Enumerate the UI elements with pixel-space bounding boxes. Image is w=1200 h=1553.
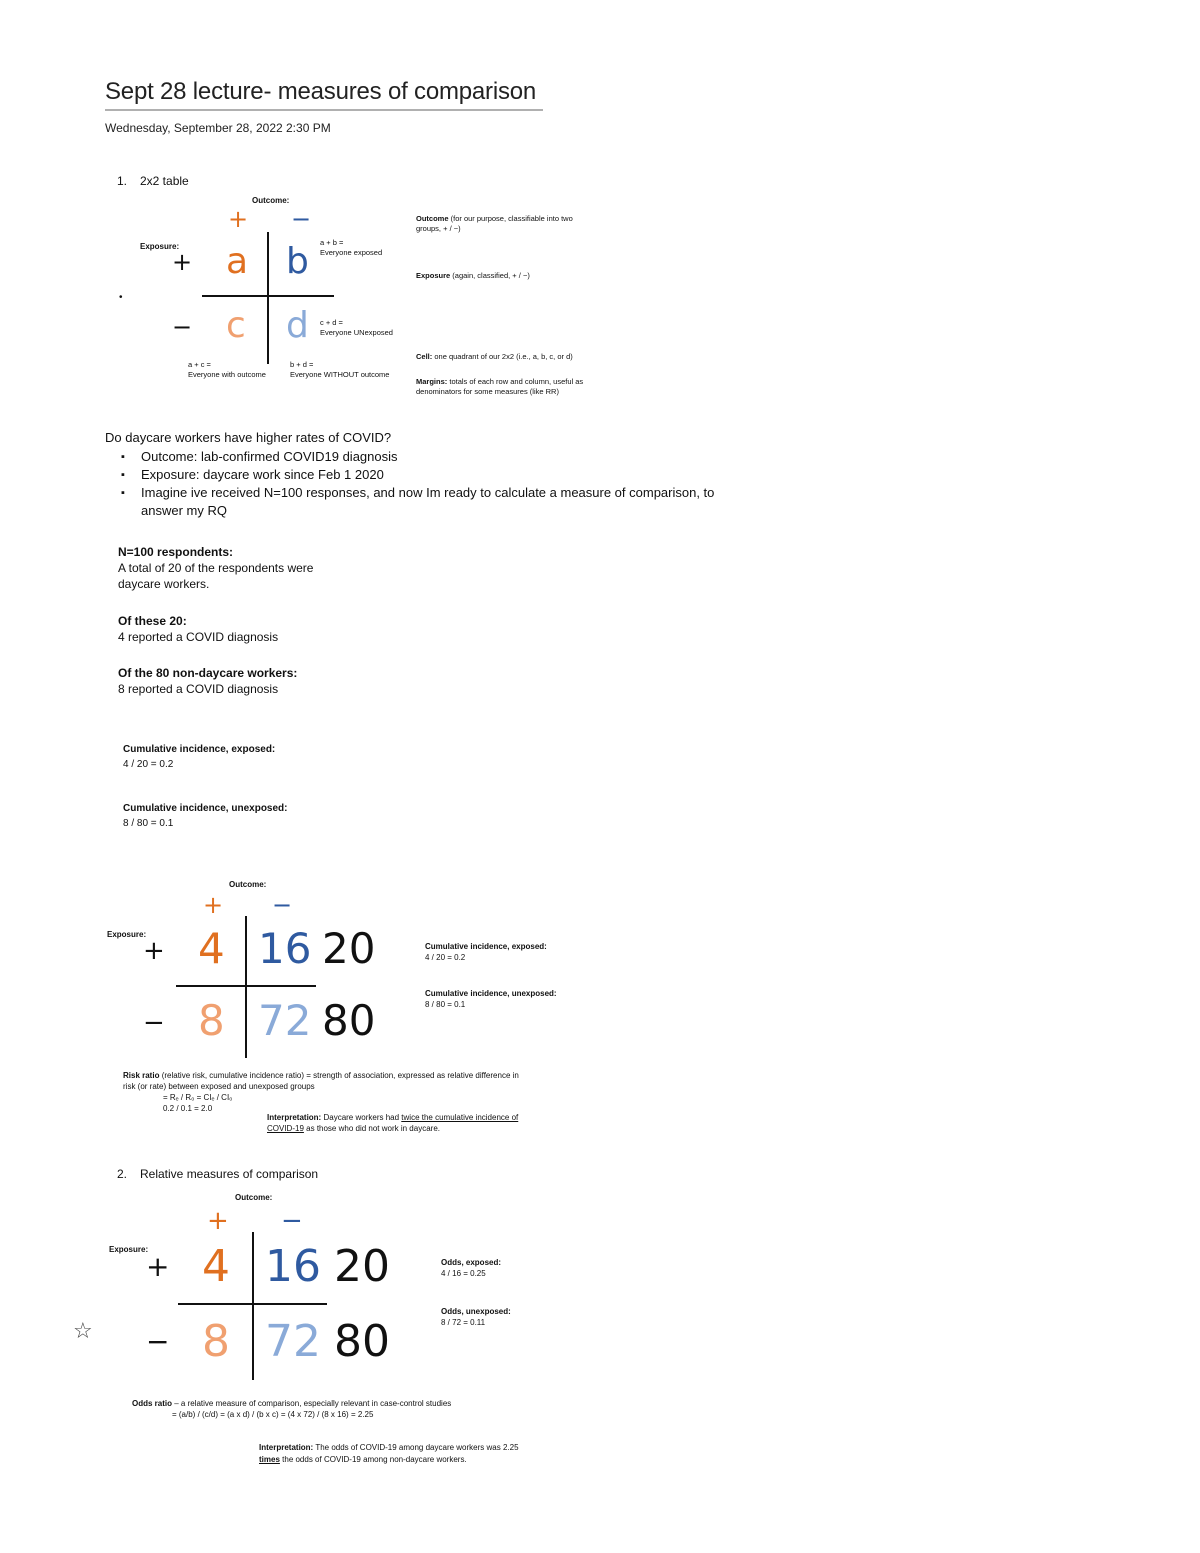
t3-horizontal-line <box>178 1303 327 1305</box>
row2-formula: c + d = <box>320 318 343 327</box>
t2-exposure-plus: + <box>143 936 165 966</box>
t3-cell-d: 72 <box>265 1316 321 1367</box>
exposure-minus: − <box>172 313 193 341</box>
risk-ratio-formula: = Rₑ / R₀ = CIₑ / CI₀ <box>163 1093 233 1102</box>
col1-text: Everyone with outcome <box>188 370 266 379</box>
non-heading: Of the 80 non-daycare workers: <box>118 666 298 680</box>
t3-outcome-plus: + <box>207 1206 229 1236</box>
odds-ratio-interp-cont: times the odds of COVID-19 among non-daycare workers. <box>259 1455 467 1464</box>
ci-exposed-calc: 4 / 20 = 0.2 <box>123 759 174 770</box>
odds-ratio-interp: Interpretation: The odds of COVID-19 among daycare workers was 2.25 <box>259 1443 519 1452</box>
def-cell: Cell: one quadrant of our 2x2 (i.e., a, b, c, or d) <box>416 352 573 361</box>
outcome-minus: − <box>291 205 312 233</box>
respondents-line1: A total of 20 of the respondents were <box>118 561 314 575</box>
t2-exposure-minus: − <box>143 1008 165 1038</box>
t2-row1-total: 20 <box>322 924 376 973</box>
t2-side-exposed-heading: Cumulative incidence, exposed: <box>425 942 547 951</box>
row1-formula: a + b = <box>320 238 344 247</box>
title-divider <box>105 109 543 111</box>
page-title: Sept 28 lecture- measures of comparison <box>105 78 537 105</box>
exposure-plus: + <box>172 248 193 276</box>
table1-horizontal-line <box>202 295 334 297</box>
section2-number: 2. <box>117 1167 128 1181</box>
question-bullets <box>121 448 731 520</box>
t3-vertical-line <box>252 1232 254 1380</box>
t3-exposure-minus: − <box>146 1325 170 1358</box>
these-heading: Of these 20: <box>118 614 187 628</box>
col2-text: Everyone WITHOUT outcome <box>290 370 390 379</box>
respondents-line2: daycare workers. <box>118 577 210 591</box>
t2-vertical-line <box>245 916 247 1058</box>
t2-outcome-minus: − <box>272 891 293 919</box>
odds-exposed-heading: Odds, exposed: <box>441 1258 502 1267</box>
t2-side-unexposed-heading: Cumulative incidence, unexposed: <box>425 989 557 998</box>
t2-side-exposed-calc: 4 / 20 = 0.2 <box>425 953 466 962</box>
def-margins-cont: denominators for some measures (like RR) <box>416 387 559 396</box>
section1-number: 1. <box>117 174 128 188</box>
ci-exposed-heading: Cumulative incidence, exposed: <box>123 744 276 755</box>
star-outline-icon[interactable]: ☆ <box>73 1318 93 1343</box>
t3-cell-a: 4 <box>202 1241 230 1292</box>
non-line: 8 reported a COVID diagnosis <box>118 682 279 696</box>
t2-cell-d: 72 <box>258 996 312 1045</box>
cell-c: c <box>226 305 246 346</box>
t3-outcome-label: Outcome: <box>235 1193 273 1202</box>
risk-ratio-calc: 0.2 / 0.1 = 2.0 <box>163 1104 213 1113</box>
odds-unexposed-calc: 8 / 72 = 0.11 <box>441 1318 486 1327</box>
t3-outcome-minus: − <box>281 1206 303 1236</box>
t2-cell-a: 4 <box>198 924 225 973</box>
ci-unexposed-heading: Cumulative incidence, unexposed: <box>123 803 288 814</box>
t2-outcome-label: Outcome: <box>229 880 267 889</box>
t3-exposure-label: Exposure: <box>109 1245 149 1254</box>
t2-exposure-label: Exposure: <box>107 930 147 939</box>
row2-text: Everyone UNexposed <box>320 328 393 337</box>
research-question: Do daycare workers have higher rates of COVID? <box>105 430 392 445</box>
risk-ratio-interp: Interpretation: Daycare workers had twice the cumulative incidence of <box>267 1113 519 1122</box>
list-item: ▪ Imagine ive received N=100 responses, and now Im ready to calculate a measure of comparison, to answer my RQ <box>121 484 731 520</box>
page-datetime: Wednesday, September 28, 2022 2:30 PM <box>105 121 331 135</box>
t2-outcome-plus: + <box>203 891 224 919</box>
odds-unexposed-heading: Odds, unexposed: <box>441 1307 511 1316</box>
cell-d: d <box>286 305 309 346</box>
risk-ratio-line1: Risk ratio (relative risk, cumulative incidence ratio) = strength of association, expressed as relative difference in <box>123 1071 519 1080</box>
odds-ratio-line1: Odds ratio – a relative measure of comparison, especially relevant in case-control studies <box>132 1399 452 1408</box>
row1-text: Everyone exposed <box>320 248 383 257</box>
def-outcome-cont: groups, + / −) <box>416 224 461 233</box>
risk-ratio-line2: risk (or rate) between exposed and unexposed groups <box>123 1082 315 1091</box>
ci-unexposed-calc: 8 / 80 = 0.1 <box>123 818 174 829</box>
list-item: ▪ Exposure: daycare work since Feb 1 2020 <box>121 466 731 484</box>
these-line: 4 reported a COVID diagnosis <box>118 630 279 644</box>
outcome-plus: + <box>228 205 249 233</box>
def-margins: Margins: totals of each row and column, useful as <box>416 377 584 386</box>
odds-ratio-formula: = (a/b) / (c/d) = (a x d) / (b x c) = (4 x 72) / (8 x 16) = 2.25 <box>172 1410 374 1419</box>
t2-horizontal-line <box>176 985 316 987</box>
outcome-label: Outcome: <box>252 196 290 205</box>
respondents-heading: N=100 respondents: <box>118 545 234 559</box>
def-outcome: Outcome (for our purpose, classifiable into two <box>416 214 573 223</box>
t3-cell-b: 16 <box>265 1241 321 1292</box>
t2-side-unexposed-calc: 8 / 80 = 0.1 <box>425 1000 466 1009</box>
odds-exposed-calc: 4 / 16 = 0.25 <box>441 1269 486 1278</box>
table1-vertical-line <box>267 232 269 364</box>
t2-cell-b: 16 <box>258 924 312 973</box>
t3-cell-c: 8 <box>202 1316 230 1367</box>
col1-formula: a + c = <box>188 360 211 369</box>
col2-formula: b + d = <box>290 360 314 369</box>
t3-row2-total: 80 <box>334 1316 390 1367</box>
t3-row1-total: 20 <box>334 1241 390 1292</box>
cell-a: a <box>226 241 249 282</box>
section2-heading: Relative measures of comparison <box>140 1167 319 1181</box>
cell-b: b <box>286 241 309 282</box>
t3-exposure-plus: + <box>146 1250 170 1283</box>
list-item: ▪ Outcome: lab-confirmed COVID19 diagnosis <box>121 448 731 466</box>
t2-cell-c: 8 <box>198 996 225 1045</box>
def-exposure: Exposure (again, classified, + / −) <box>416 271 530 280</box>
section1-heading: 2x2 table <box>140 174 189 188</box>
exposure-label: Exposure: <box>140 242 180 251</box>
risk-ratio-interp-cont: COVID-19 as those who did not work in daycare. <box>267 1124 440 1133</box>
side-bullet: • <box>119 292 123 303</box>
t2-row2-total: 80 <box>322 996 376 1045</box>
